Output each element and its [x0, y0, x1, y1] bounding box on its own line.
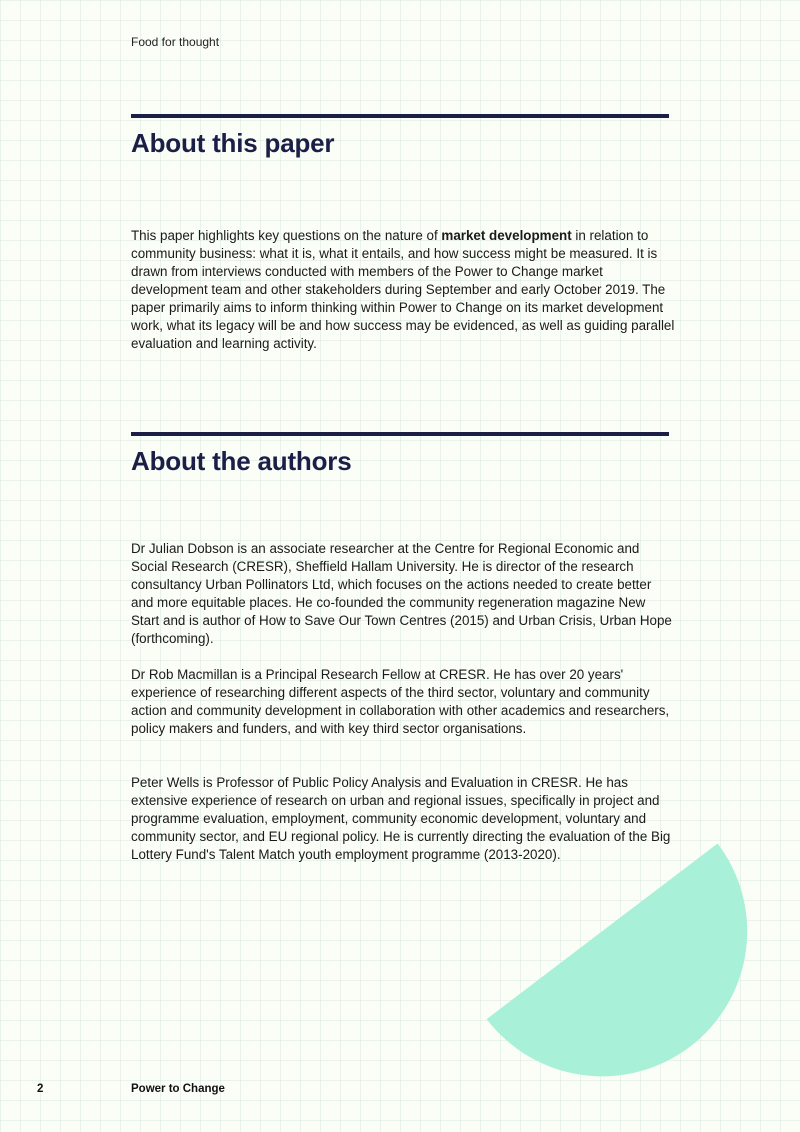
- intro-text-start: This paper highlights key questions on the nature of: [131, 228, 442, 243]
- running-header: Food for thought: [131, 35, 220, 49]
- intro-text-emphasis: market development: [441, 228, 572, 243]
- page-number: 2: [37, 1083, 44, 1095]
- author-bio-peter-wells: Peter Wells is Professor of Public Policy Analysis and Evaluation in CRESR. He has extensive experience of research on urban and regional issues, specifically in project and programme evaluation, employment, community economic development, voluntary and community sector, and EU regional policy. He is currently directing the evaluation of the Big Lottery Fund's Talent Match youth employment programme (2013-2020).: [131, 775, 671, 862]
- mint-half-disc-shape: [487, 844, 747, 1077]
- heading-about-this-paper: About this paper: [131, 128, 335, 158]
- heading-about-the-authors: About the authors: [131, 446, 352, 476]
- intro-text-end: in relation to community business: what it is, what it entails, and how success might be measured. It is drawn from interviews conducted with members of the Power to Change market development team and other stakeholders during September and early October 2019. The paper primarily aims to inform thinking within Power to Change on its market development work, what its legacy will be and how success may be evidenced, as well as guiding parallel evaluation and learning activity.: [131, 228, 675, 351]
- author-bio-rob-macmillan: Dr Rob Macmillan is a Principal Research Fellow at CRESR. He has over 20 years' experience of researching different aspects of the third sector, voluntary and community action and community development in collaboration with other academics and researchers, policy makers and funders, and with key third sector organisations.: [131, 667, 670, 736]
- footer-brand: Power to Change: [131, 1083, 225, 1095]
- author-bio-julian-dobson: Dr Julian Dobson is an associate researcher at the Centre for Regional Economic and Social Research (CRESR), Sheffield Hallam University. He is director of the research consultancy Urban Pollinators Ltd, which focuses on the actions needed to create better and more equitable places. He co-founded the community regeneration magazine New Start and is author of How to Save Our Town Centres (2015) and Urban Crisis, Urban Hope (forthcoming).: [131, 541, 672, 646]
